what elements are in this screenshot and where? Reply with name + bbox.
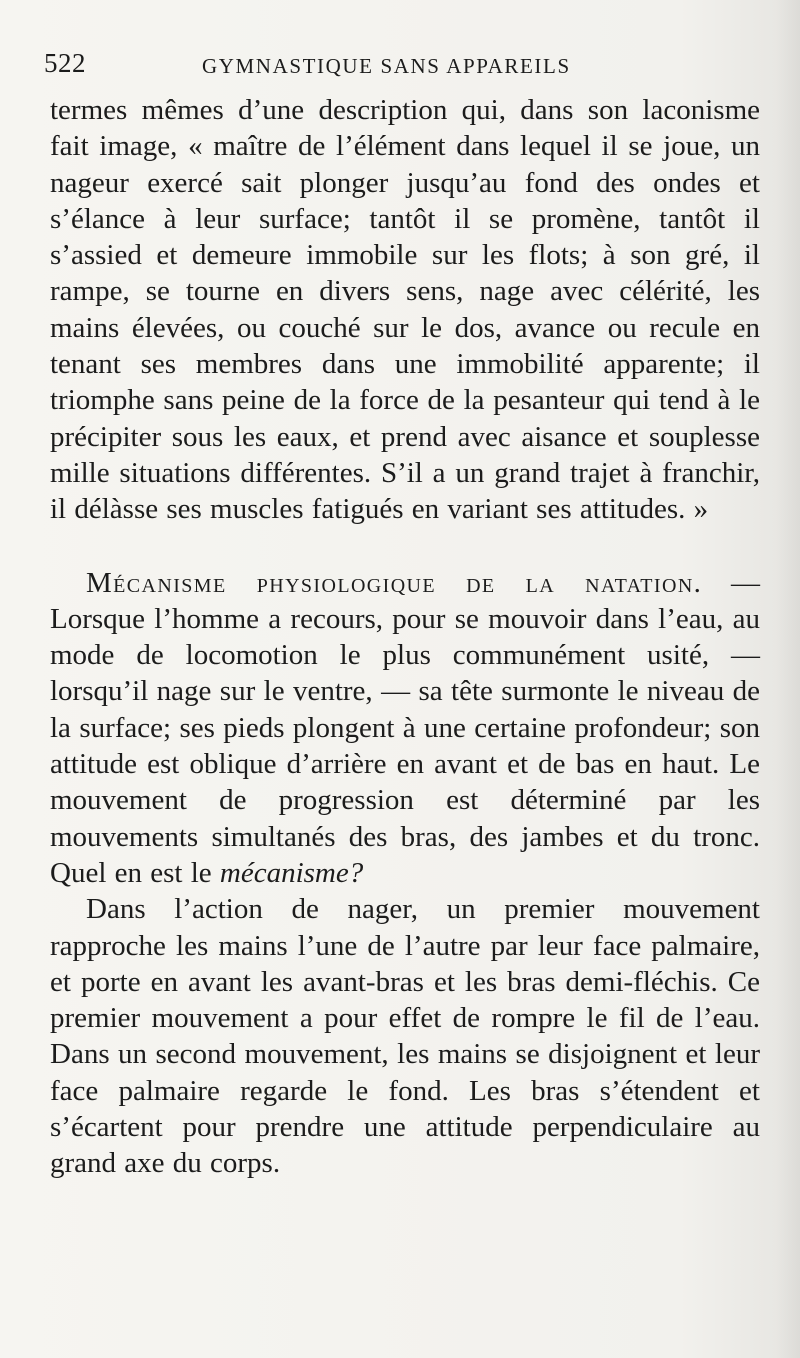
paragraph-mechanism xyxy=(50,565,760,892)
paragraph-gap xyxy=(50,528,760,565)
paragraph-swimming-action: Dans l’action de nager, un premier mouvement rapproche les mains l’une de l’autre par leur face palmaire, et porte en avant les avant-bras et les bras demi-fléchis. Ce premier mouvement a pour effet de rompre le fil de l’eau. Dans un second mouvement, les mains se disjoignent et leur face palmaire regarde le fond. Les bras s’étendent et s’écartent pour prendre une attitude perpendiculaire au grand axe du corps. xyxy=(50,893,760,1180)
section-heading: Mécanisme physiologique de la natation. xyxy=(86,566,703,599)
paragraph-swimmer-description: termes mêmes d’une description qui, dans son laconisme fait image, « maître de l’élément dans lequel il se joue, un nageur exercé sait plonger jusqu’au fond des ondes et s’élance à leur surface; tantôt il se promène, tantôt il s’assied et demeure immobile sur les flots; à son gré, il rampe, se tourne en divers sens, nage avec célérité, les mains élevées, ou couché sur le dos, avance ou recule en tenant ses membres dans une immobilité apparente; il triomphe sans peine de la force de la pesanteur qui tend à le précipiter sous les eaux, et prend avec aisance et souplesse mille situations différentes. S’il a un grand trajet à franchir, il délàsse ses muscles fatigués en variant ses attitudes. » xyxy=(50,94,760,526)
page-number: 522 xyxy=(44,48,86,78)
running-header xyxy=(44,48,758,82)
running-title: GYMNASTIQUE SANS APPAREILS xyxy=(202,54,571,78)
paragraph-mechanism-text: — Lorsque l’homme a recours, pour se mouvoir dans l’eau, au mode de locomotion le plus communément usité, — lorsqu’il nage sur le ventre, — sa tête surmonte le niveau de la surface; ses pieds plongent à une certaine profondeur; son attitude est oblique d’arrière en avant et de bas en haut. Le mouvement de progression est déterminé par les mouvements simultanés des bras, des jambes et du tronc. Quel en est le xyxy=(50,566,760,889)
body-text xyxy=(50,92,760,1182)
italic-term: mécanisme? xyxy=(219,856,364,889)
